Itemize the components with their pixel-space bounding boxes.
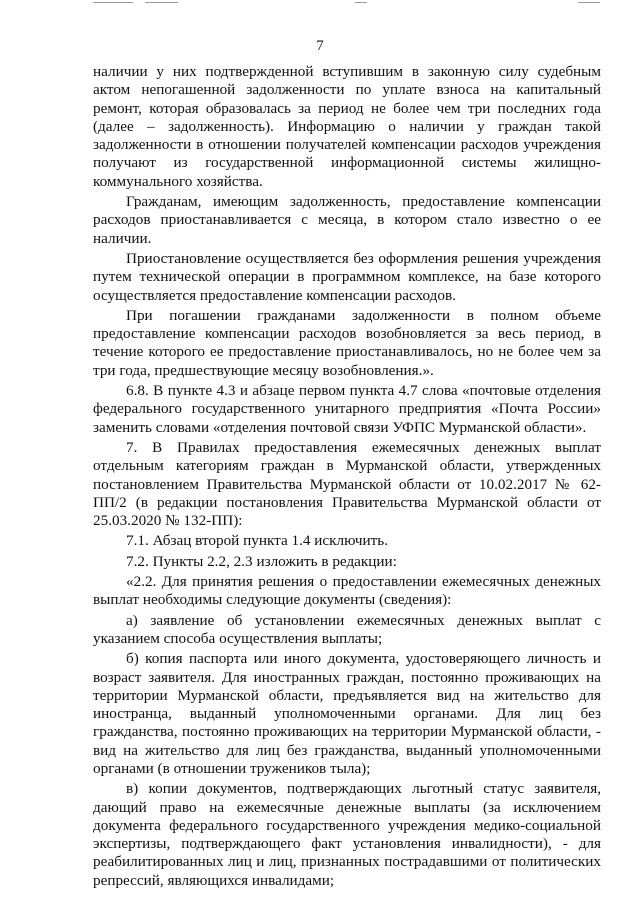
paragraph: 7. В Правилах предоставления ежемесячных денежных выплат отдельным категориям граждан в Мурманской области, утвержденных постановлением Правительства Мурманской области от 10.02.2017 № 62-ПП/2 (в редакции постановления Правительства Мурманской области от 25.03.2020 № 132-ПП): <box>93 438 601 530</box>
paragraph: 6.8. В пункте 4.3 и абзаце первом пункта 4.7 слова «почтовые отделения федерального государственного унитарного предприятия «Почта России» заменить словами «отделения почтовой связи УФПС Мурманской области». <box>93 382 601 436</box>
paragraph: Приостановление осуществляется без оформления решения учреждения путем технической операции в программном комплексе, на базе которого осуществляется предоставление компенсации расходов. <box>93 249 601 304</box>
document-body <box>93 63 601 892</box>
page-number: 7 <box>316 38 324 54</box>
paragraph: 7.2. Пункты 2.2, 2.3 изложить в редакции: <box>126 552 397 570</box>
paragraph: «2.2. Для принятия решения о предоставлении ежемесячных денежных выплат необходимы следующие документы (сведения): <box>93 573 601 609</box>
scan-artifact-line <box>93 2 133 3</box>
paragraph: Гражданам, имеющим задолженность, предоставление компенсации расходов приостанавливается с месяца, в котором стало известно о ее наличии. <box>93 193 601 247</box>
paragraph: наличии у них подтвержденной вступившим в законную силу судебным актом непогашенной задолженности по уплате взноса на капитальный ремонт, которая образовалась за период не более чем три последних года (далее – задолженность). Информацию о наличии у граждан такой задолженности в отношении получателей компенсации расходов учреждения получают из государственной информационной системы жилищно-коммунального хозяйства. <box>93 63 601 190</box>
paragraph: в) копии документов, подтверждающих льготный статус заявителя, дающий право на ежемесячные денежные выплаты (за исключением документа федерального государственного учреждения медико-социальной экспертизы, подтверждающего факт установления инвалидности), - для реабилитированных лиц и лиц, признанных пострадавшими от политических репрессий, являющихся инвалидами; <box>93 780 601 889</box>
paragraph: а) заявление об установлении ежемесячных денежных выплат с указанием способа осуществления выплаты; <box>93 611 601 647</box>
paragraph: б) копия паспорта или иного документа, удостоверяющего личность и возраст заявителя. Для иностранных граждан, постоянно проживающих на территории Мурманской области, предъявляется вид на жительство для иностранца, выданный уполномоченными органами. Для лиц без гражданства, постоянно проживающих на территории Мурманской области, - вид на жительство для лиц без гражданства, выданный уполномоченными органами (в отношении тружеников тыла); <box>93 650 601 777</box>
scan-artifact-line <box>355 2 367 3</box>
scan-artifact-line <box>578 2 600 3</box>
paragraph: При погашении гражданами задолженности в полном объеме предоставление компенсации расходов возобновляется за весь период, в течение которого ее предоставление приостанавливалось, но не более чем за три года, предшествующие месяцу возобновления.». <box>93 306 601 379</box>
paragraph: 7.1. Абзац второй пункта 1.4 исключить. <box>126 532 388 550</box>
scan-artifact-line <box>145 2 178 3</box>
